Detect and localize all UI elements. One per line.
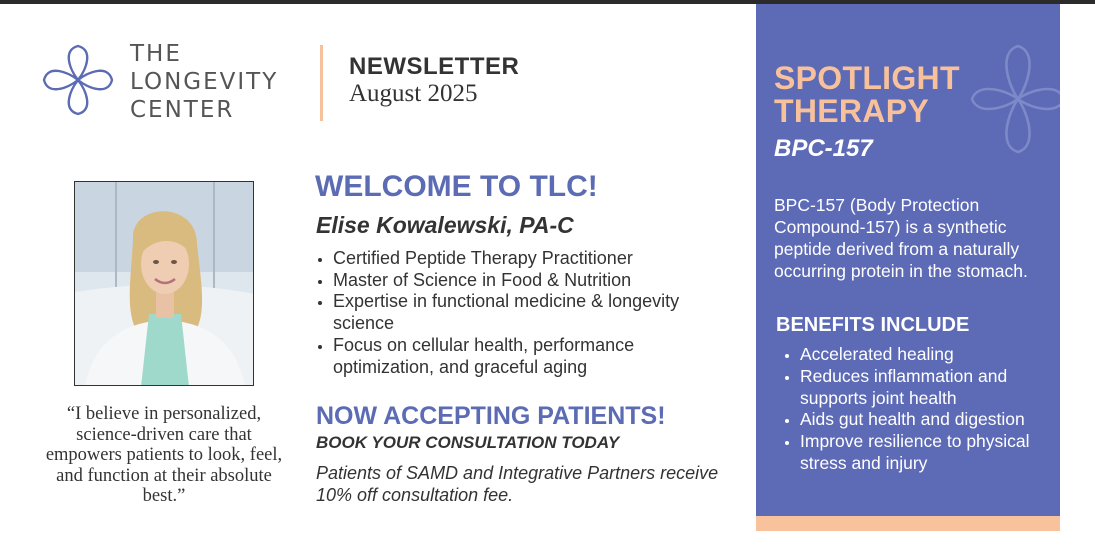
benefit-item: • Aids gut health and digestion [800, 409, 1060, 431]
benefit-item: • Reduces inflammation and supports joint health [800, 366, 1060, 410]
spotlight-footer-band [756, 516, 1060, 531]
logo-line: LONGEVITY [130, 69, 279, 95]
clinician-quote: “I believe in personalized, science-driven care that empowers patients to look, feel, and function at their absolute best.” [45, 404, 283, 506]
credentials-list [313, 248, 733, 378]
credential-item: • Expertise in functional medicine & longevity science [333, 291, 733, 334]
spotlight-title-line: THERAPY [774, 93, 930, 129]
benefits-list [780, 344, 1060, 475]
clinician-name: Elise Kowalewski, PA-C [316, 212, 574, 238]
welcome-heading: WELCOME TO TLC! [315, 170, 598, 203]
partner-discount-note: Patients of SAMD and Integrative Partners receive 10% off consultation fee. [316, 463, 719, 505]
benefit-item: • Improve resilience to physical stress and injury [800, 431, 1060, 475]
spotlight-panel [756, 4, 1060, 516]
logo-line: THE [130, 41, 182, 67]
looped-knot-logo-icon [40, 42, 116, 118]
looped-knot-watermark-icon [968, 40, 1060, 158]
accepting-heading: NOW ACCEPTING PATIENTS! [316, 402, 666, 430]
spotlight-description: BPC-157 (Body Protection Compound-157) is a synthetic peptide derived from a naturally occurring protein in the stomach. [774, 195, 1028, 281]
issue-date: August 2025 [349, 80, 478, 107]
credential-item: • Master of Science in Food & Nutrition [333, 270, 733, 292]
spotlight-title [774, 62, 960, 128]
newsletter-label: NEWSLETTER [349, 53, 520, 80]
logo-wordmark [130, 40, 278, 124]
spotlight-subtitle: BPC-157 [774, 135, 873, 162]
logo-line: CENTER [130, 97, 235, 123]
benefits-heading: BENEFITS INCLUDE [776, 314, 970, 336]
clinician-photo [74, 181, 254, 386]
credential-item: • Focus on cellular health, performance optimization, and graceful aging [333, 335, 733, 378]
spotlight-title-line: SPOTLIGHT [774, 60, 960, 96]
book-consultation-cta: BOOK YOUR CONSULTATION TODAY [316, 433, 620, 452]
benefit-item: • Accelerated healing [800, 344, 1060, 366]
header-divider [320, 45, 323, 121]
credential-item: • Certified Peptide Therapy Practitioner [333, 248, 733, 270]
